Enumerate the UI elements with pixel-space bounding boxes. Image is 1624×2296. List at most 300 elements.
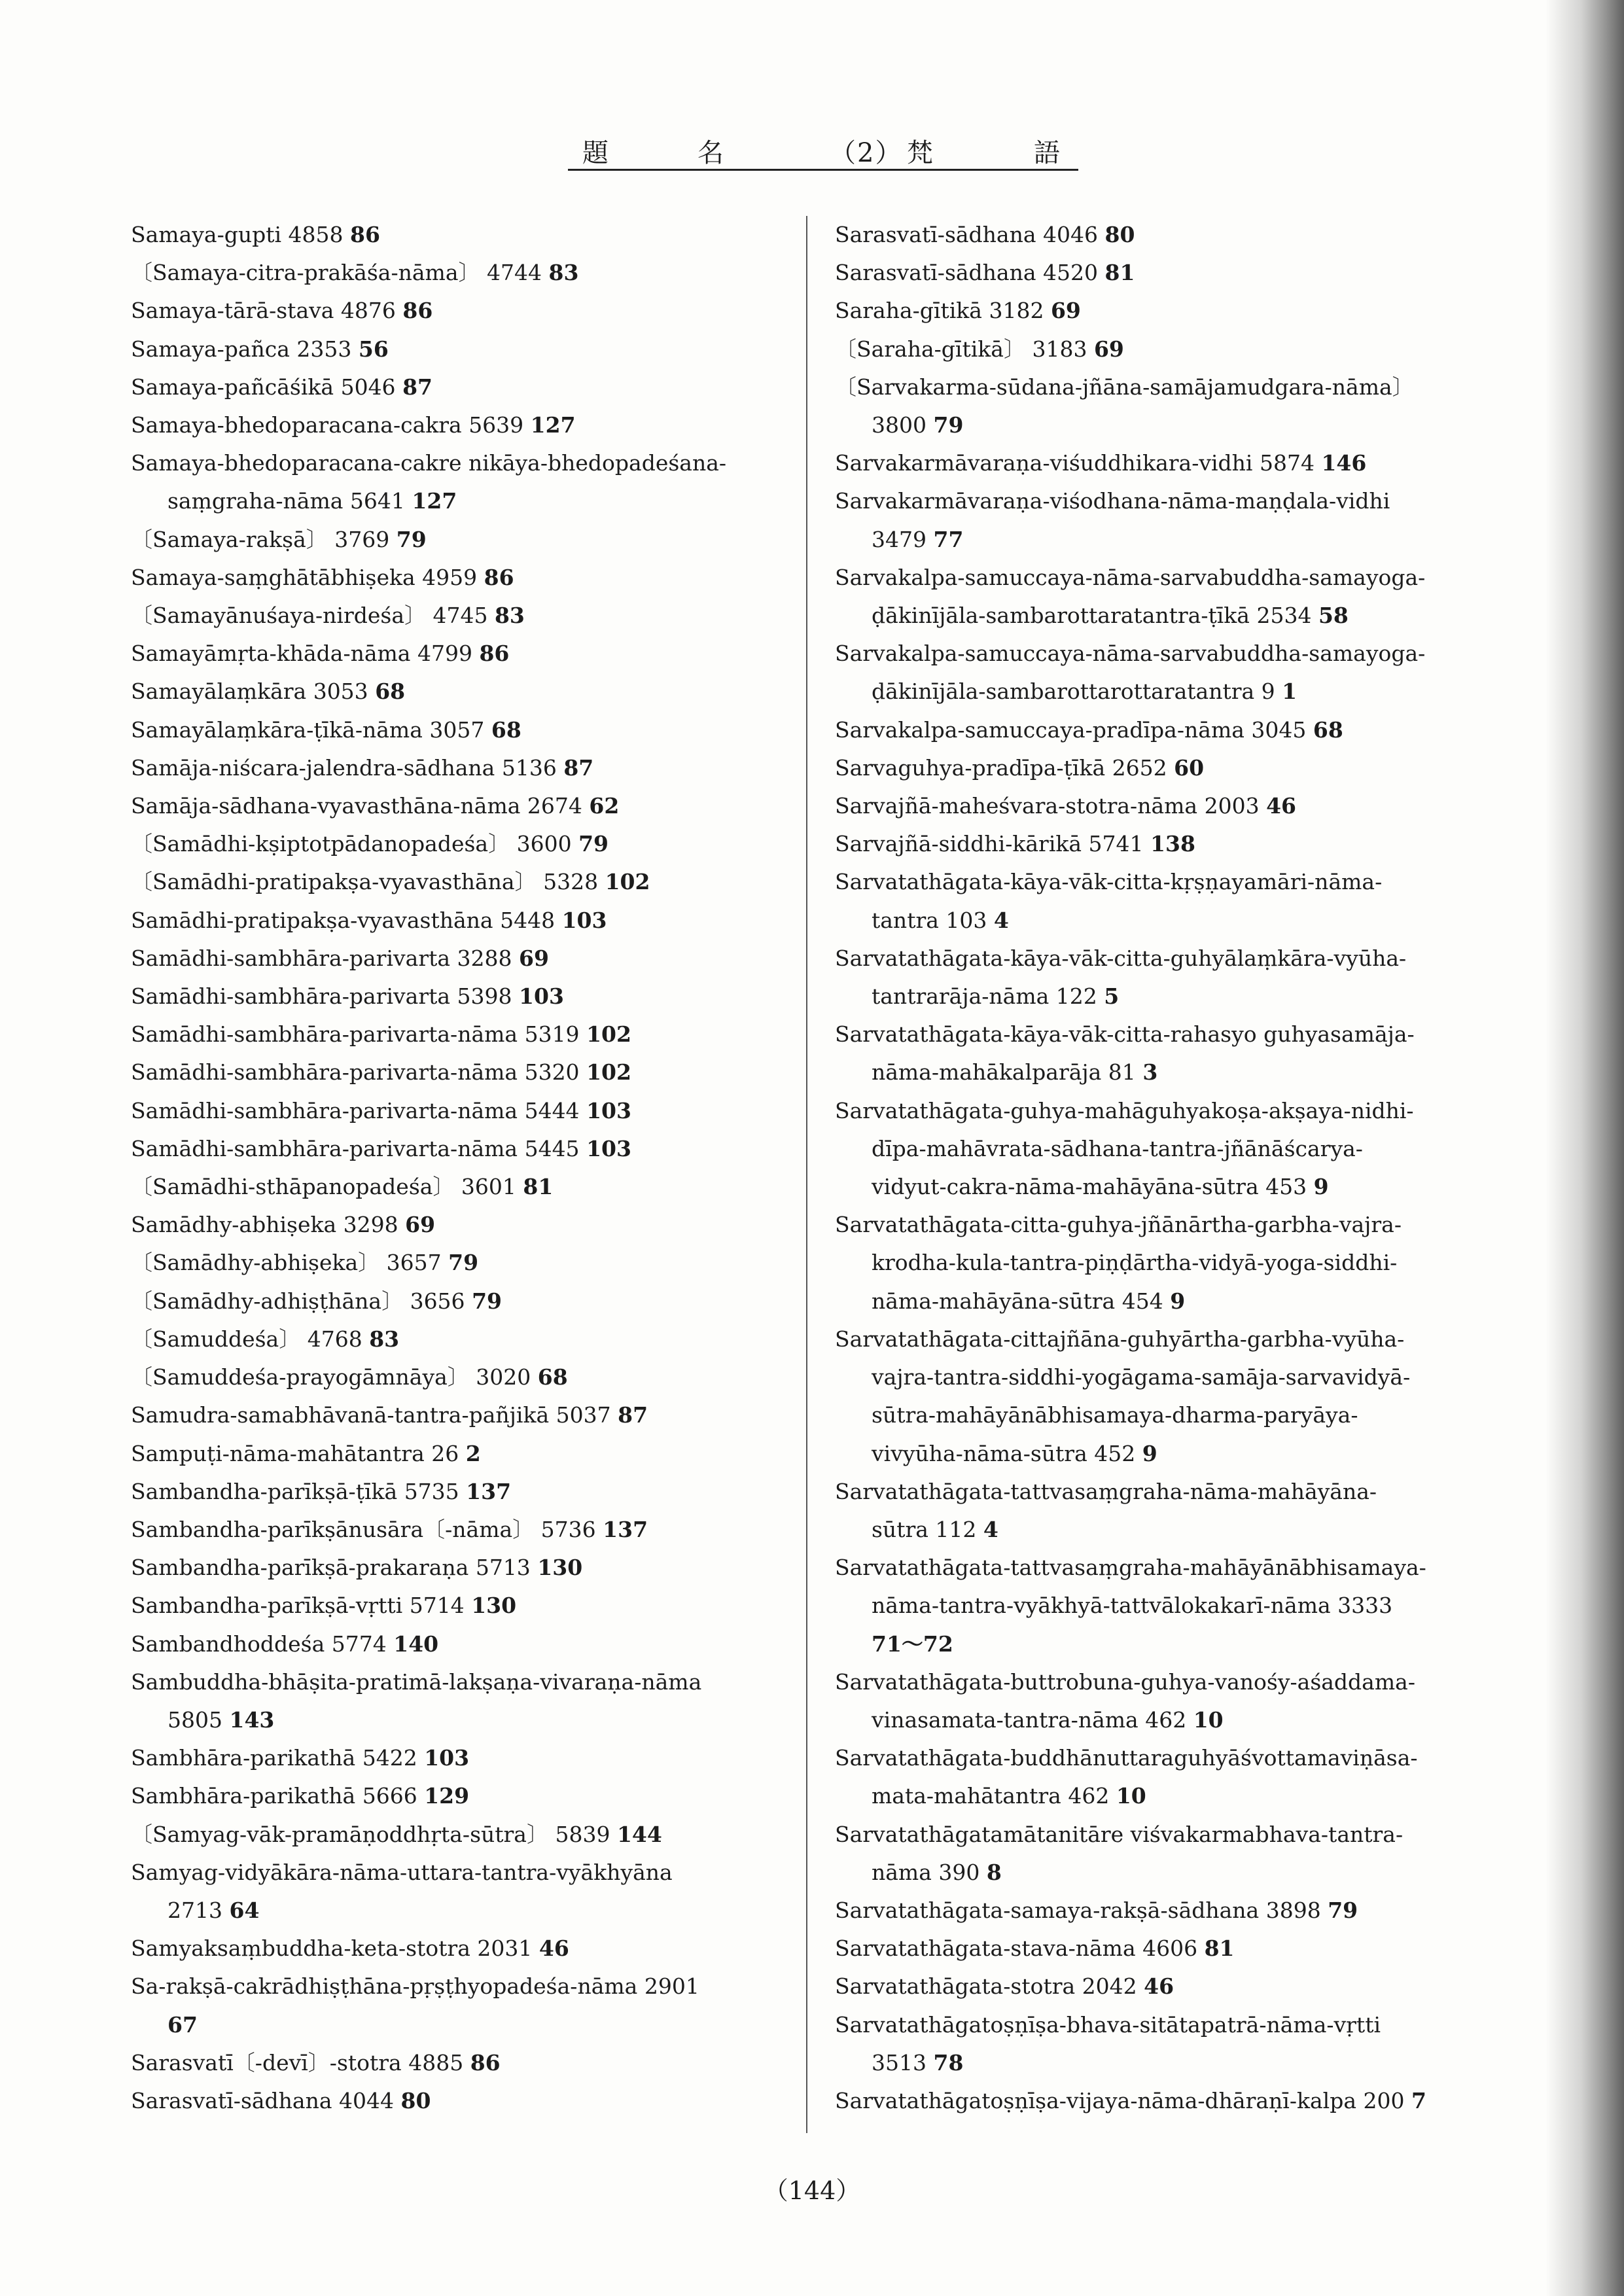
index-entry	[835, 787, 1489, 825]
entry-page-number: 81	[523, 1174, 554, 1200]
entry-title-line	[835, 749, 1489, 787]
entry-title-line	[131, 1168, 785, 1206]
entry-title-line	[131, 825, 785, 863]
entry-page-number: 9	[1142, 1440, 1157, 1466]
entry-title-line	[131, 1282, 785, 1320]
entry-page-number: 127	[530, 412, 576, 438]
entry-text: Sarvatathāgata-stava-nāma 4606	[835, 1935, 1198, 1962]
entry-continuation-line	[835, 1701, 1489, 1739]
entry-text: mata-mahātantra 462	[872, 1783, 1110, 1809]
entry-text: nāma-mahākalparāja 81	[872, 1059, 1136, 1086]
index-entry	[131, 1396, 785, 1434]
entry-title-line	[835, 635, 1489, 673]
entry-text: Samaya-gupti 4858	[131, 222, 344, 247]
entry-page-number: 79	[396, 526, 427, 552]
entry-page-number: 86	[479, 641, 510, 667]
entry-text: Sarvakarmāvaraṇa-viśuddhikara-vidhi 5874	[835, 450, 1315, 476]
entry-continuation-line	[835, 406, 1489, 444]
entry-page-number: 129	[424, 1783, 470, 1809]
entry-title-line	[131, 1244, 785, 1282]
index-entry	[835, 330, 1489, 368]
entry-title-line	[835, 2006, 1489, 2044]
index-entry	[835, 749, 1489, 787]
index-entry	[131, 940, 785, 978]
entry-page-number: 79	[578, 831, 609, 857]
entry-text: nāma-tantra-vyākhyā-tattvālokakarī-nāma 3333	[872, 1593, 1393, 1619]
index-entry	[131, 1968, 785, 2043]
entry-title-line	[131, 521, 785, 559]
entry-title-line	[835, 940, 1489, 978]
entry-page-number: 9	[1313, 1174, 1329, 1200]
header-section-number: （2）	[830, 138, 903, 168]
index-entry	[835, 444, 1489, 482]
entry-page-number: 4	[993, 907, 1009, 933]
entry-title-line	[835, 1206, 1489, 1244]
entry-text: Samudra-samabhāvanā-tantra-pañjikā 5037	[131, 1402, 611, 1428]
entry-text: Samaya-saṃghātābhiṣeka 4959	[131, 564, 478, 590]
entry-title-line	[835, 216, 1489, 254]
entry-page-number: 56	[358, 336, 389, 362]
entry-title-line	[131, 1358, 785, 1396]
entry-title-line	[131, 368, 785, 406]
entry-text: tantra 103	[872, 907, 987, 933]
entry-title-line	[131, 2082, 785, 2120]
entry-title-line	[835, 1816, 1489, 1854]
index-entry	[131, 597, 785, 635]
entry-page-number: 103	[424, 1745, 470, 1771]
entry-text: Sarvatathāgatamātanitāre viśvakarmabhava-tantra-	[835, 1821, 1403, 1847]
entry-page-number: 81	[1204, 1935, 1235, 1962]
entry-title-line	[131, 1053, 785, 1091]
index-entry	[835, 2082, 1489, 2120]
entry-text: Sarasvatī-sādhana 4046	[835, 222, 1099, 247]
entry-text: Sarvatathāgatoṣṇīṣa-bhava-sitātapatrā-nāma-vṛtti	[835, 2011, 1381, 2038]
entry-page-number: 68	[491, 716, 521, 743]
entry-title-line	[835, 1549, 1489, 1587]
index-entry	[835, 1739, 1489, 1815]
index-entry	[835, 1092, 1489, 1207]
index-entry	[131, 292, 785, 330]
entry-title-line	[131, 787, 785, 825]
entry-page-number: 130	[537, 1555, 583, 1581]
index-entry	[835, 1930, 1489, 1968]
entry-text: Sarvatathāgata-kāya-vāk-citta-rahasyo guhyasamāja-	[835, 1021, 1415, 1048]
entry-text: vivyūha-nāma-sūtra 452	[872, 1440, 1136, 1466]
entry-title-line	[131, 1968, 785, 2005]
index-entry	[131, 406, 785, 444]
entry-title-line	[131, 863, 785, 901]
entry-continuation-line	[835, 1777, 1489, 1815]
index-entry	[131, 1816, 785, 1854]
entry-continuation-line	[835, 1396, 1489, 1434]
entry-text: Sambhāra-parikathā 5422	[131, 1745, 417, 1771]
entry-text: sūtra 112	[872, 1516, 977, 1542]
index-entry	[131, 330, 785, 368]
entry-text: Samāja-sādhana-vyavasthāna-nāma 2674	[131, 793, 582, 819]
entry-continuation-line	[835, 978, 1489, 1016]
entry-text: Samaya-bhedoparacana-cakra 5639	[131, 412, 524, 438]
entry-text: 〔Samyag-vāk-pramāṇoddhṛta-sūtra〕 5839	[131, 1821, 610, 1847]
index-entry	[131, 1016, 785, 1053]
entry-text: vidyut-cakra-nāma-mahāyāna-sūtra 453	[872, 1174, 1307, 1200]
entry-page-number: 140	[393, 1631, 439, 1657]
entry-page-number: 68	[537, 1364, 568, 1390]
entry-text: Sarasvatī〔-devī〕-stotra 4885	[131, 2049, 464, 2075]
entry-page-number: 46	[538, 1935, 569, 1962]
entry-page-number: 83	[548, 260, 579, 286]
entry-page-number: 127	[412, 488, 457, 514]
index-entry	[131, 1587, 785, 1625]
header-char-language: 語	[1034, 138, 1061, 168]
entry-text: Saraha-gītikā 3182	[835, 298, 1044, 324]
entry-page-number: 80	[400, 2087, 431, 2113]
entry-text: 〔Samādhy-abhiṣeka〕 3657	[131, 1250, 442, 1276]
entry-page-number: 86	[350, 222, 380, 247]
entry-text: 3479	[872, 526, 927, 552]
column-divider	[806, 216, 807, 2133]
index-entry	[835, 1663, 1489, 1739]
entry-page-number: 86	[484, 564, 514, 590]
entry-page-number: 10	[1193, 1706, 1224, 1733]
entry-page-number: 8	[986, 1859, 1002, 1885]
entry-text: sūtra-mahāyānābhisamaya-dharma-paryāya-	[872, 1402, 1358, 1428]
entry-text: Sarvakarmāvaraṇa-viśodhana-nāma-maṇḍala-vidhi	[835, 488, 1390, 514]
entry-continuation-line	[835, 1587, 1489, 1625]
entry-title-line	[131, 1092, 785, 1130]
entry-text: 2713	[168, 1897, 222, 1923]
entry-text: vajra-tantra-siddhi-yogāgama-samāja-sarvavidyā-	[872, 1364, 1411, 1390]
index-entry	[131, 1549, 785, 1587]
entry-text: Sa-rakṣā-cakrādhiṣṭhāna-pṛṣṭhyopadeśa-nāma 2901	[131, 1973, 699, 2000]
entry-text: Samayāmṛta-khāda-nāma 4799	[131, 641, 472, 667]
index-entry	[131, 749, 785, 787]
entry-title-line	[835, 1739, 1489, 1777]
page-header	[568, 130, 1078, 171]
entry-text: Sambandha-parīkṣā-vṛtti 5714	[131, 1593, 465, 1619]
entry-page-number: 7	[1411, 2087, 1426, 2113]
entry-continuation-line	[835, 1053, 1489, 1091]
entry-page-number: 68	[375, 679, 406, 705]
entry-title-line	[131, 1549, 785, 1587]
entry-continuation-line	[835, 902, 1489, 940]
entry-text: krodha-kula-tantra-piṇḍārtha-vidyā-yoga-siddhi-	[872, 1250, 1398, 1276]
entry-text: 〔Samādhi-kṣiptotpādanopadeśa〕 3600	[131, 831, 572, 857]
entry-text: Samādhi-sambhāra-parivarta 5398	[131, 983, 512, 1010]
entry-page-number: 81	[1104, 260, 1135, 286]
entry-title-line	[131, 1396, 785, 1434]
entry-text: ḍākinījāla-sambarottaratantra-ṭīkā 2534	[872, 603, 1312, 629]
entry-text: Sarvatathāgatoṣṇīṣa-vijaya-nāma-dhāraṇī-kalpa 200	[835, 2087, 1405, 2113]
index-entry	[131, 1206, 785, 1244]
entry-page-number: 46	[1266, 793, 1297, 819]
entry-title-line	[131, 1739, 785, 1777]
entry-continuation-line	[835, 1130, 1489, 1168]
index-entry	[835, 216, 1489, 254]
entry-title-line	[131, 1511, 785, 1549]
index-entry	[131, 711, 785, 749]
entry-title-line	[131, 635, 785, 673]
entry-page-number: 130	[471, 1593, 517, 1619]
entry-text: Sarvatathāgata-citta-guhya-jñānārtha-garbha-vajra-	[835, 1212, 1402, 1238]
entry-title-line	[835, 2082, 1489, 2120]
entry-continuation-line	[835, 1244, 1489, 1282]
entry-title-line	[131, 673, 785, 711]
index-entry	[131, 978, 785, 1016]
entry-text: saṃgraha-nāma 5641	[168, 488, 405, 514]
entry-title-line	[131, 254, 785, 292]
index-entry	[131, 2044, 785, 2082]
entry-text: 3513	[872, 2049, 927, 2075]
entry-title-line	[131, 711, 785, 749]
entry-text: tantrarāja-nāma 122	[872, 983, 1097, 1010]
entry-text: 〔Samādhi-pratipakṣa-vyavasthāna〕 5328	[131, 869, 599, 895]
entry-text: Samaya-pañca 2353	[131, 336, 352, 362]
index-entry	[131, 902, 785, 940]
entry-title-line	[131, 940, 785, 978]
index-entry	[131, 521, 785, 559]
entry-page-number: 103	[519, 983, 564, 1010]
index-entry	[835, 711, 1489, 749]
entry-page-number: 137	[466, 1478, 512, 1504]
entry-title-line	[835, 1663, 1489, 1701]
index-entry	[131, 1320, 785, 1358]
left-column	[131, 216, 785, 2120]
index-entry	[131, 1930, 785, 1968]
entry-text: nāma-mahāyāna-sūtra 454	[872, 1288, 1163, 1314]
entry-page-number: 4	[983, 1516, 998, 1542]
index-entry	[131, 1358, 785, 1396]
entry-page-number: 46	[1144, 1973, 1174, 2000]
page-number: （144）	[763, 2176, 861, 2205]
entry-text: 〔Samādhy-adhiṣṭhāna〕 3656	[131, 1288, 465, 1314]
entry-page-number: 80	[1104, 222, 1135, 247]
index-entry	[131, 1739, 785, 1777]
entry-title-line	[131, 1206, 785, 1244]
entry-text: Samyaksaṃbuddha-keta-stotra 2031	[131, 1935, 533, 1962]
entry-page-number: 77	[933, 526, 964, 552]
entry-text: Samyag-vidyākāra-nāma-uttara-tantra-vyākhyāna	[131, 1859, 673, 1885]
index-entry	[131, 1053, 785, 1091]
entry-page-number: 83	[494, 603, 525, 629]
entry-page-number: 87	[402, 374, 432, 400]
entry-title-line	[835, 825, 1489, 863]
index-entry	[131, 787, 785, 825]
entry-text: Sarvajñā-maheśvara-stotra-nāma 2003	[835, 793, 1260, 819]
index-entry	[131, 1244, 785, 1282]
entry-text: 〔Samuddeśa〕 4768	[131, 1326, 362, 1352]
entry-text: Samādhi-sambhāra-parivarta-nāma 5445	[131, 1135, 580, 1161]
entry-text: Sarvajñā-siddhi-kārikā 5741	[835, 831, 1144, 857]
entry-text: Sambandha-parīkṣā-ṭīkā 5735	[131, 1478, 459, 1504]
index-entry	[835, 1473, 1489, 1549]
index-entry	[835, 2006, 1489, 2082]
index-entry	[131, 1130, 785, 1168]
entry-text: 〔Saraha-gītikā〕 3183	[835, 336, 1087, 362]
index-entry	[131, 673, 785, 711]
index-entry	[835, 1816, 1489, 1892]
entry-page-number: 62	[589, 793, 620, 819]
entry-text: Samaya-pañcāśikā 5046	[131, 374, 396, 400]
entry-title-line	[835, 254, 1489, 292]
index-entry	[131, 444, 785, 520]
entry-page-number: 86	[402, 298, 433, 324]
entry-page-number: 69	[1093, 336, 1124, 362]
entry-title-line	[835, 559, 1489, 597]
scan-edge-shadow	[1545, 0, 1624, 2296]
entry-title-line	[131, 1130, 785, 1168]
entry-title-line	[131, 1320, 785, 1358]
entry-continuation-line	[131, 482, 785, 520]
entry-text: ḍākinījāla-sambarottarottaratantra 9	[872, 679, 1275, 705]
entry-continuation-line	[131, 2006, 785, 2044]
index-entry	[131, 1511, 785, 1549]
entry-page-number: 87	[618, 1402, 648, 1428]
entry-title-line	[835, 787, 1489, 825]
entry-title-line	[131, 1625, 785, 1663]
entry-title-line	[835, 330, 1489, 368]
index-entry	[835, 1016, 1489, 1091]
entry-page-number: 86	[470, 2049, 501, 2075]
entry-title-line	[835, 368, 1489, 406]
entry-text: 〔Samaya-rakṣā〕 3769	[131, 526, 390, 552]
index-entry	[131, 1777, 785, 1815]
index-entry	[131, 863, 785, 901]
entry-page-number: 87	[563, 754, 594, 781]
entry-page-number: 102	[586, 1059, 631, 1086]
entry-text: Sambandhoddeśa 5774	[131, 1631, 387, 1657]
index-entry	[131, 1282, 785, 1320]
entry-page-number: 71～72	[872, 1631, 953, 1657]
entry-text: Sarvatathāgata-kāya-vāk-citta-guhyālaṃkāra-vyūha-	[835, 945, 1407, 971]
entry-text: 3800	[872, 412, 927, 438]
entry-page-number: 69	[405, 1212, 436, 1238]
entry-title-line	[131, 1663, 785, 1701]
entry-page-number: 58	[1318, 603, 1349, 629]
index-entry	[835, 1320, 1489, 1473]
entry-text: Sambandha-parīkṣā-prakaraṇa 5713	[131, 1555, 531, 1581]
entry-text: 〔Samaya-citra-prakāśa-nāma〕 4744	[131, 260, 542, 286]
entry-page-number: 78	[933, 2049, 964, 2075]
entry-title-line	[835, 1320, 1489, 1358]
entry-title-line	[131, 1930, 785, 1968]
entry-page-number: 102	[586, 1021, 631, 1048]
index-entry	[131, 1663, 785, 1739]
index-entry	[131, 1854, 785, 1930]
entry-text: Sampuṭi-nāma-mahātantra 26	[131, 1440, 459, 1466]
entry-title-line	[835, 292, 1489, 330]
entry-text: Sarasvatī-sādhana 4044	[131, 2087, 395, 2113]
entry-title-line	[835, 863, 1489, 901]
entry-page-number: 103	[586, 1135, 631, 1161]
entry-page-number: 1	[1282, 679, 1297, 705]
entry-page-number: 138	[1150, 831, 1195, 857]
header-char-brahma: 梵	[907, 138, 934, 168]
entry-text: Sarasvatī-sādhana 4520	[835, 260, 1099, 286]
entry-text: Sarvatathāgata-kāya-vāk-citta-kṛṣṇayamāri-nāma-	[835, 869, 1383, 895]
entry-page-number: 60	[1174, 754, 1205, 781]
entry-text: 〔Sarvakarma-sūdana-jñāna-samājamudgara-nāma〕	[835, 374, 1414, 400]
entry-continuation-line	[835, 1854, 1489, 1892]
entry-page-number: 146	[1321, 450, 1367, 476]
entry-title-line	[835, 1092, 1489, 1130]
entry-text: Sambhāra-parikathā 5666	[131, 1783, 417, 1809]
entry-text: dīpa-mahāvrata-sādhana-tantra-jñānāścarya-	[872, 1135, 1363, 1161]
entry-text: Samādhi-sambhāra-parivarta-nāma 5444	[131, 1097, 580, 1123]
entry-text: Sarvatathāgata-buttrobuna-guhya-vanośy-aśaddama-	[835, 1669, 1415, 1695]
entry-page-number: 69	[519, 945, 549, 971]
entry-continuation-line	[835, 2044, 1489, 2082]
entry-page-number: 103	[561, 907, 607, 933]
entry-page-number: 64	[229, 1897, 260, 1923]
index-entry	[131, 2082, 785, 2120]
index-entry	[131, 1092, 785, 1130]
entry-title-line	[835, 1968, 1489, 2005]
entry-title-line	[131, 292, 785, 330]
entry-page-number: 2	[465, 1440, 481, 1466]
entry-continuation-line	[835, 521, 1489, 559]
index-entry	[835, 825, 1489, 863]
entry-text: 〔Samuddeśa-prayogāmnāya〕 3020	[131, 1364, 531, 1390]
header-char-title: 題	[582, 138, 610, 168]
entry-page-number: 68	[1313, 716, 1343, 743]
entry-text: 〔Samādhi-sthāpanopadeśa〕 3601	[131, 1174, 516, 1200]
entry-title-line	[131, 902, 785, 940]
index-entry	[835, 482, 1489, 558]
entry-page-number: 79	[933, 412, 964, 438]
entry-page-number: 103	[586, 1097, 631, 1123]
index-entry	[835, 940, 1489, 1016]
entry-page-number: 83	[369, 1326, 400, 1352]
index-entry	[131, 216, 785, 254]
entry-page-number: 3	[1142, 1059, 1158, 1086]
entry-title-line	[131, 1435, 785, 1473]
entry-title-line	[835, 1473, 1489, 1511]
entry-text: Sarvatathāgata-cittajñāna-guhyārtha-garbha-vyūha-	[835, 1326, 1405, 1352]
index-entry	[835, 1206, 1489, 1320]
index-entry	[131, 1435, 785, 1473]
entry-title-line	[131, 559, 785, 597]
entry-text: Sarvakalpa-samuccaya-nāma-sarvabuddha-samayoga-	[835, 641, 1426, 667]
entry-page-number: 10	[1116, 1783, 1146, 1809]
index-entry	[131, 368, 785, 406]
entry-title-line	[131, 749, 785, 787]
index-entry	[131, 1473, 785, 1511]
index-entry	[835, 863, 1489, 939]
entry-continuation-line	[835, 1511, 1489, 1549]
entry-continuation-line	[835, 597, 1489, 635]
header-char-name: 名	[697, 138, 725, 168]
index-entry	[835, 1968, 1489, 2005]
entry-page-number: 102	[605, 869, 650, 895]
entry-text: Samayālaṃkāra-ṭīkā-nāma 3057	[131, 716, 485, 743]
entry-continuation-line	[131, 1892, 785, 1930]
entry-text: 5805	[168, 1706, 222, 1733]
entry-text: Sarvatathāgata-guhya-mahāguhyakoṣa-akṣaya-nidhi-	[835, 1097, 1414, 1123]
entry-continuation-line	[835, 1358, 1489, 1396]
entry-text: Sarvatathāgata-buddhānuttaraguhyāśvottamaviṇāsa-	[835, 1745, 1418, 1771]
entry-page-number: 137	[603, 1516, 648, 1542]
entry-title-line	[131, 330, 785, 368]
entry-continuation-line	[835, 1625, 1489, 1663]
entry-page-number: 67	[168, 2011, 198, 2038]
entry-title-line	[131, 1854, 785, 1892]
entry-continuation-line	[835, 1435, 1489, 1473]
index-entry	[835, 1892, 1489, 1930]
entry-title-line	[131, 406, 785, 444]
entry-title-line	[131, 216, 785, 254]
entry-page-number: 79	[1328, 1897, 1358, 1923]
entry-text: Samādhi-sambhāra-parivarta-nāma 5319	[131, 1021, 580, 1048]
